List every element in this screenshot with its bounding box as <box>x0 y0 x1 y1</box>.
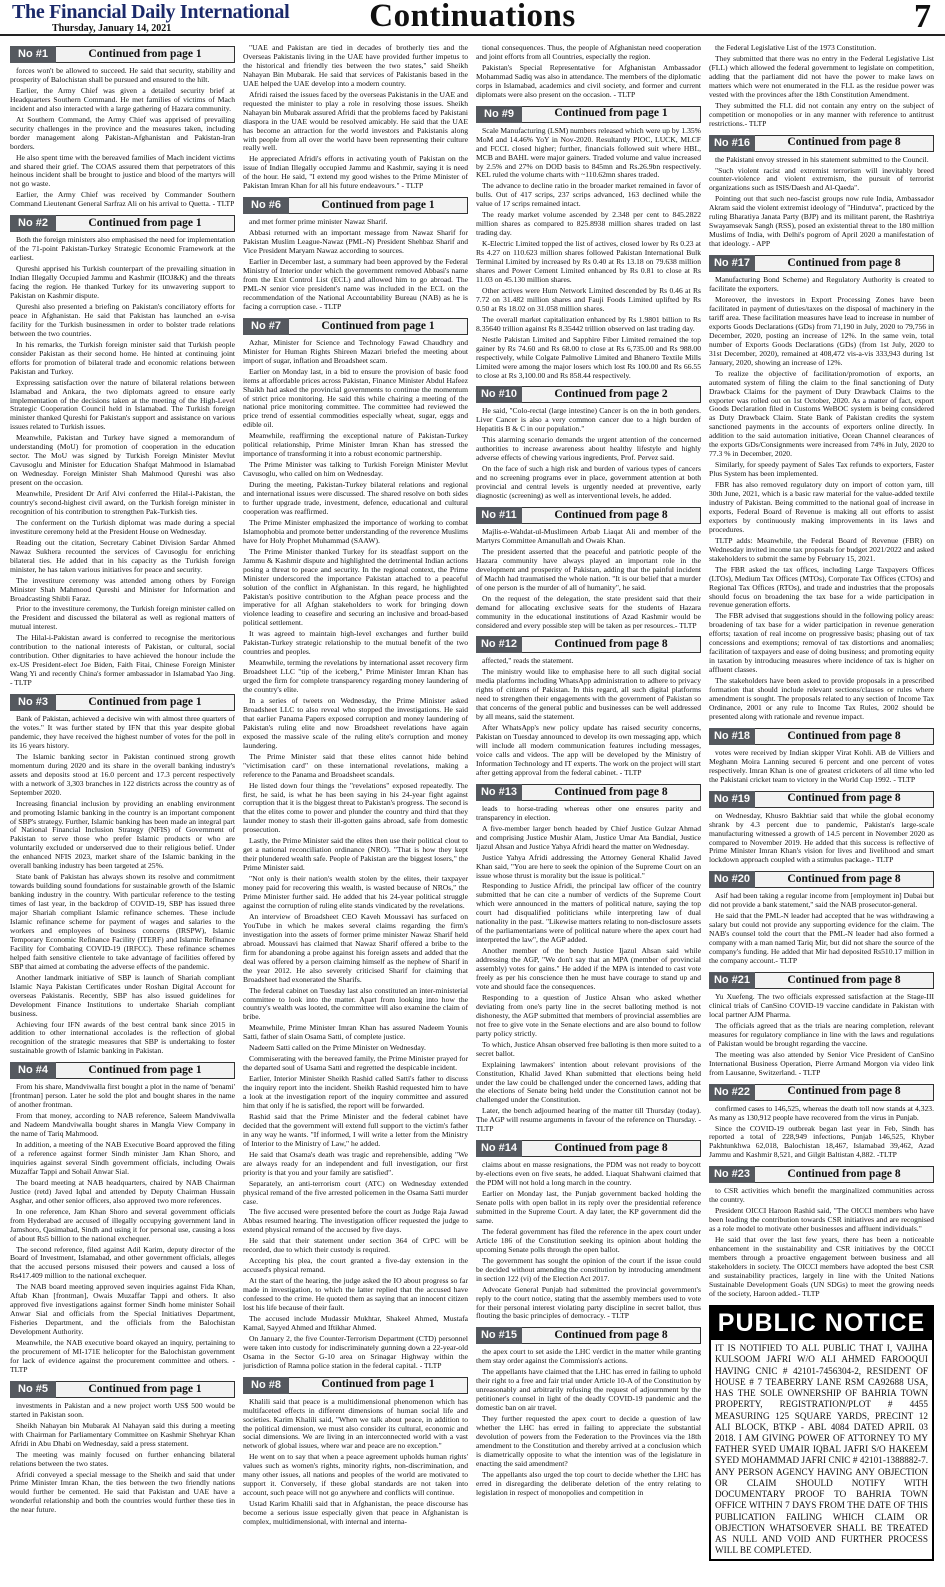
paragraph: President OICCI Haroon Rashid said, "The OICCI members who have been leading the contribution towards CSR initiatives and are recognised as a role model to motivate other businesses and affluent individuals." <box>709 1206 934 1234</box>
paragraph: The NAB board meeting approved seven inquiries against Fida Khan, Aftab Khan [frontman], Owais Muzaffar Tappi and others. It also approved five investigations against former Sindh home minister Sohail Anwar Sial and officials from the Special Initiatives Department, Fisheries Department, and the officials from the Balochistan Development Authority. <box>10 1282 235 1337</box>
continued-label: Continued from page 8 <box>522 1140 701 1157</box>
paragraph: The five accused were presented before the court as Judge Raja Jawad Abbas resumed hearing. The investigation officer requested the judge to extend physical remand of the accused by five days. <box>243 1207 468 1235</box>
continued-label: Continued from page 8 <box>755 1084 934 1101</box>
paragraph: The ministry would like to emphasise here to all such digital social media platforms including WhatsApp administration to adhere to privacy rights of citizens of Pakistan. In this regard, all such digital platforms need to strengthen their engagements with the government of Pakistan so that concerns of the general public and businesses can be well addressed by all means, said the statement. <box>476 667 701 722</box>
paragraph: They submitted that there was no entry in the Federal Legislative List (FLL) which allowed the federal government to legislate on competition, adding that the parliament did not have the power to make laws on matters which were not enumerated in the FLL as the residue power was vested with the provinces after the 18th Constitution Amendment. <box>709 53 934 99</box>
paragraph: The Hilal-i-Pakistan award is conferred to recognise the meritorious contribution to the national interests of Pakistan, or cultural, social contribution. Other dignitaries to have achieved the honour include the ex-US President-elect Joe Biden, Faith Fitai, Chinese Foreign Minister Wang Yi and recently China's former ambassador in Islamabad Yao Jing. - TLTP <box>10 633 235 688</box>
story-number: No #11 <box>476 507 522 524</box>
paragraph: The stakeholders have been asked to provide proposals in a prescribed formation that should include relevant sections/clauses or rules where amendment is sought. The proposals related to any section of Income Tax Ordinance, 2001 or any rule to Income Tax Rules, 2002 should be presented along with rationale and revenue impact. <box>709 676 934 721</box>
continuation-header <box>709 972 934 989</box>
continuation-header <box>10 1381 235 1398</box>
story-number: No #20 <box>709 871 755 888</box>
story <box>709 871 934 966</box>
paragraph: The federal government has filed the reference in the apex court under Article 186 of the Constitution seeking its opinion about holding the upcoming Senate polls through the open ballot. <box>476 1226 701 1254</box>
continuation-header <box>709 728 934 745</box>
paragraph: During the meeting, Pakistan-Turkey bilateral relations and regional and international issues were discussed. The shared resolve on both sides to further upgrade trade, investment, defence, educational and cultural cooperation was reaffirmed. <box>243 480 468 516</box>
paragraph: Pointing out that such neo-fascist groups now rule India, Ambassador Akram said the violent extremist ideology of "Hindutva", practiced by the ruling Bharatiya Janata Party (BJP) and its militant parent, the Rashtriya Swayamsevak Sangh (RSS), posed an existential threat to the 180 million Muslims of India, with Delhi's pogrom of April 2020 a manifestation of that ideology. - APP <box>709 194 934 249</box>
story-number: No #14 <box>476 1140 522 1157</box>
paragraph: The ready market volume ascended by 2.348 per cent to 845.2822 million shares as compared to 825.8938 million shares traded on last trading day. <box>476 210 701 238</box>
paragraph: investments in Pakistan and a new project worth US$ 500 would be started in Pakistan soon. <box>10 1400 235 1419</box>
story <box>243 1377 468 1527</box>
continuation-header <box>243 318 468 335</box>
paragraph: Manufacturing Bond Scheme) and Regulatory Authority is created to facilitate the exporters. <box>709 275 934 294</box>
paragraph: Separately, an anti-terrorism court (ATC) on Wednesday extended physical remand of the five arrested policemen in the Osama Satti murder case. <box>243 1178 468 1206</box>
continuation-header <box>709 135 934 152</box>
paragraph: Meanwhile, terming the revelations by international asset recovery firm Broadsheet LLC "tip of the iceberg," Prime Minister Imran Khan has urged the firm for complete transparency regarding money laundering of the country's elite. <box>243 658 468 695</box>
publication-date: Thursday, January 14, 2021 <box>52 23 172 34</box>
column-2 <box>243 44 468 1580</box>
story-number: No #16 <box>709 135 755 152</box>
paragraph: Asif had been taking a regular income from [employment in] Dubai but did not provide a bank statement," said the NAB prosecutor-general. <box>709 891 934 910</box>
paragraph: To which, Justice Ahsan observed free balloting is then more suited to a secret ballot. <box>476 1039 701 1058</box>
paragraph: On the request of the delegation, the state president said that their demand for allocating exclusive seats for the students of Hazara community in the educational institutions of Azad Kashmir would be considered and every possible step will be taken as per resources.- TLTP <box>476 593 701 630</box>
paragraph: At Southern Command, the Army Chief was apprised of prevailing security challenges in the province and the measures taken, including border management along Pakistan-Afghanistan and Pakistan-Iran borders. <box>10 114 235 151</box>
paragraph: The federal cabinet on Tuesday last also constituted an inter-ministerial committee to look into the matter. Apart from looking into how the country's wealth was looted, the committee will also examine the claim of bribe. <box>243 985 468 1022</box>
paragraph: From his share, Mandviwalla first bought a plot in the name of 'benami' [frontman] person. Later he sold the plot and bought shares in the name of another frontman. <box>10 1082 235 1110</box>
continued-label: Continued from page 1 <box>56 1062 235 1079</box>
paragraph: Nadeem Satti called on the Prime Minister on Wednesday. <box>249 1043 426 1053</box>
continued-label: Continued from page 8 <box>522 784 701 801</box>
section-title: Continuations <box>369 0 576 34</box>
paragraph: Prior to the investiture ceremony, the Turkish foreign minister called on the President and discussed the bilateral as well as regional matters of mutual interest. <box>10 604 235 632</box>
story-number: No #2 <box>10 215 56 232</box>
continued-label: Continued from page 1 <box>289 197 468 214</box>
continued-label: Continued from page 1 <box>522 106 701 123</box>
paragraph: Explaining lawmakers' intention about relevant provisions of the Constitution, Khalid Javed Khan submitted that elections being held under the law could be challenged under the concerned laws, adding that the elections of Senate being held under the Constitution cannot not be challenged under the Constitution. <box>476 1059 701 1105</box>
paragraph: Earlier, Interior Minister Sheikh Rashid called Satti's father to discuss the inquiry report into the incident. Sheikh Rashid requested him to have a look at the investigation report of the inquiry committee and assured him that only if he is satisfied, the report will be forwarded. <box>243 1074 468 1110</box>
paragraph: In one reference, Jam Khan Shoro and several government officials from Hyderabad are accused of illegally occupying government land in Jamshoro, Qasimabad, Sindh and using it for personal use, causing a loss of about Rs5 billion to the national exchequer. <box>10 1206 235 1243</box>
story <box>709 1166 934 1298</box>
story-number: No #13 <box>476 784 522 801</box>
continuation-header <box>10 1062 235 1079</box>
continued-label: Continued from page 8 <box>755 972 934 989</box>
column-4 <box>709 44 934 1580</box>
story <box>243 44 468 191</box>
continuation-header <box>476 386 701 403</box>
paragraph: He said, "Colo-rectal (large intestine) Cancer is on the in both genders. Liver Cancer is also a very common cancer due to a high burden of Hepatitis B & C in our population." <box>476 406 701 434</box>
story <box>476 386 701 501</box>
continued-label: Continued from page 1 <box>289 318 468 335</box>
paragraph: In his remarks, the Turkish foreign minister said that Turkish people consider Pakistan as their second home. He hinted at continuing joint efforts for promotion of bilateral trade and economic relations between Pakistan and Turkey. <box>10 339 235 376</box>
paragraph: Justice Yahya Afridi addressing the Attorney General Khalid Javed Khan said, "You are here to seek the opinion of the Supreme Court on an issue whose thrust is morality but the issue is political." <box>476 852 701 880</box>
paragraph: The president asserted that the peaceful and patriotic people of the Hazara community have always played an important role in the development and prosperity of Pakistan, adding that the painful incident of Machh had traumatised the whole nation. "It is our belief that a murder of one person is the murder of all of humanity", he said. <box>476 546 701 592</box>
paragraph: Advocate General Punjab had submitted the provincial government's reply to the court notice, stating that the assembly members used to vote for their personal interest violating party discipline in secret ballot, thus flouting the basic principles of democracy. - TLTP <box>476 1284 701 1321</box>
story-number: No #19 <box>709 791 755 808</box>
paragraph: the apex court to set aside the LHC verdict in the matter while granting them stay order against the Commission's actions. <box>476 1347 701 1366</box>
paragraph: The second reference, filed against Adil Karim, deputy director of the Board of Investment, Islamabad, and other government officials, alleges that the accused persons misused their powers and caused a loss of Rs417.409 million to the national exchequer. <box>10 1244 235 1281</box>
paragraph: Qureshi also presented a briefing on Pakistan's conciliatory efforts for peace in Afghanistan. He said that Pakistan has launched an e-visa facility for the Turkish businessmen in order to bolster trade relations between the two countries. <box>10 301 235 338</box>
paragraph: Bank of Pakistan, achieved a decisive win with almost three quarters of the votes." It was further stated by IFN that this year despite global pandemic, they have received the highest number of votes for the poll in its 16 years history. <box>10 714 235 750</box>
story-number: No #17 <box>709 255 755 272</box>
public-notice-title: PUBLIC NOTICE <box>711 1307 932 1341</box>
continuation-header <box>709 1084 934 1101</box>
story-number: No #21 <box>709 972 755 989</box>
page-number: 7 <box>914 0 931 35</box>
continuation-header <box>476 1140 701 1157</box>
masthead <box>0 0 945 36</box>
story <box>10 694 235 1056</box>
paragraph: This alarming scenario demands the urgent attention of the concerned authorities to increase awareness about healthy lifestyle and highly adverse effects of chewing various ingredients, Prof. Pervez said. <box>476 435 701 463</box>
paragraph: Yu Xuefeng. The two officials expressed satisfaction at the Stage-III clinical trials of CanSino COVID-19 vaccine candidate in Pakistan with local partner AJM Pharma. <box>709 992 934 1019</box>
story-number: No #18 <box>709 728 755 745</box>
story <box>709 728 934 785</box>
paragraph: An interview of Broadsheet CEO Kaveh Moussavi has surfaced on YouTube in which he makes several claims regarding the firm's investigation into the assets of former prime minister Nawaz Sharif held abroad. Moussavi has claimed that Nawaz Sharif offered a bribe to the firm for abandoning a probe against his foreign assets and added that the deal was offered by a person claiming himself as the nephew of Sharif in the year 2012. He also severely criticised Sharif for claiming that Broadsheet had exonerated the Sharifs. <box>243 911 468 984</box>
paragraph: Afridi conveyed a special message to the Sheikh and said that under Prime Minister Imran Khan, the ties between the two friendly nations would further be cemented. He said that Pakistan and UAE have a wonderful relationship and both the countries would further these ties in the near future. <box>10 1469 235 1515</box>
continuation-header <box>709 255 934 272</box>
story <box>476 106 701 381</box>
paragraph: Meanwhile, President Dr Arif Alvi conferred the Hilal-i-Pakistan, the country's second-highest civil award, on the Turkish foreign minister in recognition of his contribution to strengthen Pak-Turkish ties. <box>10 489 235 516</box>
paragraph: He appreciated Afridi's efforts in activating youth of Pakistan on the issue of Indian Illegally occupied Jammu and Kashmir, saying it is need of the hour. He said, "I extend my good wishes to the Prime Minister of Pakistan Imran Khan for all his future endeavours." - TLTP <box>243 154 468 191</box>
paragraph: and met former prime minister Nawaz Sharif. <box>249 217 388 227</box>
paragraph: Other actives were Hum Network Limited descended by Rs 0.46 at Rs 7.72 on 31.482 million shares and Fauji Foods Limited uplifted by Rs 0.50 at Rs 18.02 on 31.058 million shares. <box>476 285 701 313</box>
public-notice-body: IT IS NOTIFIED TO ALL PUBLIC THAT I, VAJIHA KULSOOM JAFRI W/O ALI AHMED FAROOQUI HAVING CNIC # 42101-7456304-2, RESIDENT OF HOUSE # 7 TEABERRY LANE RSM CA92688 USA, HAS THE SOLE OWNERSHIP OF BAHRIA TOWN PROPERTY, REGISTRATION/PLOT # 4455 MEASURING 125 SQUARE YARDS, PRECINT 12 ALI BLOCK, BTKP - ABL 4084 DATED APRIL 03 2018. I AM GIVING POWER OF ATTORNEY TO MY FATHER SYED UMAIR IQBAL JAFRI S/O HAKEEM SYED MOHAMMAD JAFRI CNIC # 42101-1388882-7. ANY PERSON AGENCY HAVING ANY OBJECTION OR CLAIM SHOULD NOTIFY WITH DOCUMENTARY PROOF TO BAHRIA TOWN OFFICE WITHIN 7 DAYS FROM THE DATE OF THIS PUBLICATION FAILING WHICH CLAIM OR OBJECTION WHATSOEVER SHALL BE TREATED AS NULL AND VOID AND FURTHER PROCESS WILL BE COMPLETED. <box>715 1343 928 1556</box>
paragraph: Commiserating with the bereaved family, the Prime Minister prayed for the departed soul of Usama Satti and regretted the despicable incident. <box>243 1054 468 1073</box>
paragraph: Meanwhile, the NAB executive board okayed an inquiry, pertaining to the procurement of MI-171E helicopter for the Balochistan government for lack of evidence against the procurement committee and others. - TLTP <box>10 1338 235 1374</box>
continuation-header <box>476 106 701 123</box>
continuation-header <box>476 784 701 801</box>
paragraph: The Prime Minister thanked Turkey for its steadfast support on the Jammu & Kashmir dispute and highlighted the detrimental Indian actions posing a threat to peace and security. In the regional context, the Prime Minister underscored the importance Pakistan attached to a peaceful solution of the conflict in Afghanistan. In this regard, he highlighted Pakistan's positive contribution to the Afghan peace process and the imperative for all Afghan stakeholders to work for bringing down violence leading to ceasefire and securing an inclusive and broad-based political settlement. <box>243 546 468 628</box>
story <box>476 1140 701 1321</box>
continued-label: Continued from page 8 <box>522 636 701 653</box>
story-number: No #10 <box>476 386 522 403</box>
story-number: No #15 <box>476 1327 522 1344</box>
paragraph: Meanwhile, Pakistan and Turkey have signed a memorandum of understanding (MoU) for promotion of cooperation in the education sector. The MoU was signed by Turkish Foreign Minister Mevlut Cavusoglu and Minister for Education Shafqat Mahmood in Islamabad on Wednesday. Foreign Minister Shah Mahmood Qureshi was also present on the occasion. <box>10 433 235 488</box>
paragraph: Responding to Justice Afridi, the principal law officer of the country submitted that he can cite a number of verdicts of the Supreme Court which were announced in the matters of political nature, saying the top court had disqualified politicians while interpreting law of dual nationality in the past. "Likewise matters relating to non-disclosure assets of the parliamentarians were of political nature where the apex court had interpreted the law", the AGP added. <box>476 881 701 945</box>
story-number: No #3 <box>10 694 56 711</box>
paragraph: Qureshi apprised his Turkish counterpart of the prevailing situation in Indian Illegally Occupied Jammu and Kashmir (IIOJ&K) and the threats facing the region. He thanked Turkey for its unwavering support to Pakistan on Kashmir dispute. <box>10 264 235 301</box>
continued-label: Continued from page 8 <box>755 1166 934 1183</box>
paragraph: The FBR asked the tax offices, including Large Taxpayers Offices (LTOs), Medium Tax Offices (MTOs), Corporate Tax Offices (CTOs) and Regional Tax Offices (RTOs), and trade and industries that the proposals should focus on broadening the tax base for a wide participation in revenue generation efforts. <box>709 564 934 610</box>
story-number: No #5 <box>10 1381 56 1398</box>
paragraph: Ustad Karim Khalili said that in Afghanistan, the peace discourse has become a serious issue especially given that peace in Afghanistan is complex, multidimensional, with internal and interna- <box>243 1499 468 1527</box>
paragraph: He listed down four things the "revelations" exposed repeatedly. The first, he said, is what he has been saying in his 24-year fight against corruption that it is the biggest threat to Pakistan's progress. The second is that the elites come to power and plunder the country and third that they launder money to stash their ill-gotten gains abroad, safe from domestic prosecution. <box>243 780 468 835</box>
paragraph: Accepting his plea, the court granted a five-day extension in the accused's physical remand. <box>243 1256 468 1275</box>
continuation-header <box>10 215 235 232</box>
story-number: No #9 <box>476 106 522 123</box>
paragraph: Earlier, the Army Chief was given a detailed security brief at Headquarters Southern Command. He met families of victims of Mach incident and also interacted with a large gathering of Hazara community. <box>10 85 235 113</box>
story <box>709 44 934 129</box>
paragraph: He said that the PML-N leader had accepted that he was withdrawing a salary but could not provide any supporting evidence for the claim. The NAB's counsel told the court that the PML-N leader had also formed a company with a man named Tariq Mir, but did not share the source of the company's funding. He added that Mir had deposited Rs510.17 million in the company account.- TLTP <box>709 911 934 966</box>
paragraph: The advance to decline ratio in the broader market remained in favor of bulls. Out of 417 scrips, 237 scrips advanced, 163 declined while the value of 17 scrips remained intact. <box>476 181 701 209</box>
continued-label: Continued from page 8 <box>755 728 934 745</box>
paragraph: Nestle Pakistan Limited and Sapphire Fiber Limited remained the top gainer by Rs 74.60 and Rs 68.00 to close at Rs 6,735.00 and Rs 988.00 respectively, while Colgate Palmolive Limited and Bhanero Textile Mills Limited were among the major losers which lost Rs 100.00 and Rs 66.55 to close at Rs 3,100.00 and Rs 858.44 respectively. <box>476 334 701 380</box>
paragraph: claims about en masse resignations, the PDM was not ready to boycott by-elections even on five seats, he added. Liaquat Shahwani claimed that the PDM will not hold a long march in the country. <box>476 1160 701 1188</box>
story <box>10 46 235 209</box>
continuation-header <box>10 46 235 63</box>
paragraph: Reading out the citation, Secretary Cabinet Division Sardar Ahmed Nawaz Sukhera recounted the services of Cavusoglu for enriching bilateral ties. He added that in his capacity as the Turkish foreign minister, he has taken various initiatives for peace and security. <box>10 537 235 574</box>
story <box>709 791 934 866</box>
paragraph: The Prime Minister emphasized the importance of working to combat Islamophobia and promote better understanding of the reverence Muslims have for Holy Prophet Muhammad (SAAW). <box>243 517 468 545</box>
paragraph: Another member of the bench Justice Ijazul Ahsan said while addressing the AGP, "We don't say that an MPA (member of provincial assembly) votes for gains." He added if the MPA is intended to cast vote freely as per his conscience then he must have courage to stand up and vote and should face the consequences. <box>476 946 701 991</box>
paragraph: He said that their statement under section 364 of CrPC will be recorded, due to which their custody is required. <box>243 1236 468 1255</box>
story <box>10 215 235 688</box>
paragraph: The board meeting at NAB headquarters, chaired by NAB Chairman Justice (retd) Javed Iqbal and attended by Deputy Chairman Hussain Asghar, and other senior officers, also approved two more references. <box>10 1177 235 1205</box>
story <box>709 135 934 250</box>
paragraph: Since the COVID-19 outbreak began last year in Feb, Sindh has reported a total of 228,949 infections, Punjab 146,525, Khyber Pakhtunkhwa 62,018, Balochistan 18,467, Islamabad 39,462, Azad Jammu and Kashmir 8,521, and Gilgit Baltistan 4,882. -TLTP <box>709 1123 934 1160</box>
continued-label: Continued from page 1 <box>56 215 235 232</box>
paragraph: The FBR advised that suggestions should in the following policy areas: broadening of tax base for a wider participation in revenue generation efforts; taxation of real income on progressive basis; phasing out of tax concessions and exemptions; removal of tax distortions and anomalies; facilitation of taxpayers and ease of doing business; and promoting equity in taxation by introducing measures where incidence of tax is higher on affluent classes. <box>709 611 934 675</box>
paragraph: Increasing financial inclusion by providing an enabling environment and promoting Islamic banking in the country is an important component of SBP's strategy. Further, Islamic banking has been made an integral part of National Financial Inclusion Strategy (NFIS) of Government of Pakistan to serve those who prefer Islamic products or who are voluntarily excluded or underserved due to their religious belief. Under the enhanced NFIS 2023, market share of the Islamic banking in the overall banking industry has been targeted at 25%. <box>10 798 235 871</box>
paragraph: the Federal Legislative List of the 1973 Constitution. <box>715 44 877 52</box>
paragraph: The meeting was mainly focused on further enhancing bilateral relations between the two states. <box>10 1449 235 1468</box>
paragraph: FBR has also removed regulatory duty on import of cotton yarn, till 30th June, 2021, which is a basic raw material for the value-added textile industry of Pakistan. Being committed to the national goal of increase in exports, Federal Board of Revenue is making all out efforts to assist exporters by continuously making improvements in its laws and procedures. <box>709 480 934 534</box>
continued-label: Continued from page 8 <box>522 507 701 524</box>
paragraph: The accused include Mudassir Mukhtar, Shakeel Ahmed, Mustafa Kamal, Sayyed Ahmed and Iftikhar Ahmed. <box>243 1313 468 1332</box>
story <box>709 255 934 722</box>
paragraph: Sheikh Nahayan bin Mubarak Al Nahayan said this during a meeting with Chairman for Parliamentary Committee on Kashmir Shehryar Khan Afridi in Abu Dhabi on Wednesday, said a press statement. <box>10 1420 235 1448</box>
continued-label: Continued from page 1 <box>289 1377 468 1394</box>
continuation-header <box>709 791 934 808</box>
paragraph: They further requested the apex court to decide a question of law whether the LHC has erred in failing to appreciate the substantial devolution of powers from the Federation to the Provinces via the 18th amendment to the Constitution and thereby arrived at a conclusion which is diametrically opposite to what the intention was of the legislature in enacting the said amendment? <box>476 1414 701 1468</box>
paragraph: The Islamic banking sector in Pakistan continued strong growth momentum during 2020 and its share in the overall banking industry's assets and deposits stood at 16.0 percent and 17.3 percent respectively with a network of 3,303 branches in 122 districts across the country as of September 2020. <box>10 751 235 797</box>
paragraph: From that money, according to NAB reference, Saleem Mandviwalla and Nadeem Mandviwalla bought shares in Mangla View Company in the name of Tariq Mahmood. <box>10 1111 235 1139</box>
paragraph: to CSR activities which benefit the marginalized communities across the country. <box>709 1186 934 1205</box>
story-number: No #23 <box>709 1166 755 1183</box>
paragraph: Scale Manufacturing (LSM) numbers released which were up by 1.35% MoM and 14.46% YoY in Nov-2020. Resultantly PIOC, LUCK, MLCF and FCCL closed higher; further, financials followed suit where HBL, MCB and BAHL were major gainers. Traded volume and value increased by 2.5% and 27% on DOD basis to 845mn and Rs.26.9bn respectively. KEL ruled the volume charts with ~110.62mn shares traded. <box>476 125 701 180</box>
paragraph: Later, the bench adjourned hearing of the matter till Thursday (today). The AGP will resume arguments in favour of the reference on Thursday. - TLTP <box>476 1106 701 1134</box>
continuation-header <box>476 1327 701 1344</box>
paragraph: The Prime Minister said that these elites cannot hide behind "victimisation card" on these international revelations, making a reference to the Panama and Broadsheet scandals. <box>243 751 468 779</box>
paragraph: Both the foreign ministers also emphasised the need for implementation of the 71-point Pakistan-Turkey Strategic Economic Framework at the earliest. <box>10 235 235 263</box>
paragraph: Pakistan's Special Representative for Afghanistan Ambassador Mohammad Sadiq was also in attendance. The members of the diplomatic corps in Islamabad, academics and civil society, and former and current diplomats were also present on the occasion. - TLTP <box>476 62 701 99</box>
paragraph: In addition, a meeting of the NAB Executive Board approved the filing of a reference against former Sindh minister Jam Khan Shoro, and inquiries against several Sindh government officials, including Owais Muzaffar Tappi and Sohail Anwar Sial. <box>10 1140 235 1176</box>
paragraph: Another landmark initiative of SBP is launch of Shariah compliant Islamic Naya Pakistan Certificates under Roshan Digital Account for overseas Pakistanis. Recently, SBP has also issued guidelines for Development Finance Institutions to undertake Shariah compliant business. <box>10 972 235 1018</box>
story-number: No #6 <box>243 197 289 214</box>
paragraph: The officials agreed that as the trials are nearing completion, relevant measures for regulatory compliance in line with the laws and regulations of Pakistan would be brought regarding the vaccine. <box>709 1020 934 1048</box>
paragraph: The appellants also urged the top court to decide whether the LHC has erred in disregarding the deliberate deletion of the entry relating to legislation in respect of monopolies and competition in <box>476 1469 701 1497</box>
paragraph: He also spent time with the bereaved families of Mach incident victims and shared their grief. The COAS assured them that perpetrators of this heinous incident shall be brought to justice and blood of the martyrs will not go waste. <box>10 152 235 189</box>
paragraph: He went on to say that when a peace agreement upholds human rights' values such as women's rights, minority rights, non-discrimination, and many other issues, all nations and peoples of the world are motivated to support it. Conversely, if these global standards are not taken into account, such peace will not go anywhere and conflicts will continue. <box>243 1452 468 1498</box>
paragraph: "Not only is their nation's wealth stolen by the elites, their taxpayer money paid for recovering this wealth, is wasted because of NROs," the Prime Minister further said. He added that his 24-year political struggle against the corruption of ruling elite stands vindicated by the revelations. <box>243 874 468 910</box>
paragraph: "UAE and Pakistan are tied in decades of brotherly ties and the Overseas Pakistanis living in the UAE have provided further impetus to the historical and friendly ties between the two states," said Sheikh Nahayan Bin Mubarak. He said that services of Pakistanis based in the UAE helped the UAE develop into a modern country. <box>243 44 468 88</box>
continuation-header <box>709 871 934 888</box>
continued-label: Continued from page 8 <box>755 255 934 272</box>
paragraph: On the face of such a high risk and burden of various types of cancers and no screening programs ever in place, government attention at both provincial and central levels is urgently needed at preventive, early diagnostic (screening) as well as interventional levels, he added. <box>476 464 701 501</box>
story <box>476 44 701 100</box>
paragraph: the Pakistani envoy stressed in his statement submitted to the Council. <box>715 154 929 164</box>
paragraph: Achieving four IFN awards of the best central bank since 2015 in addition to other international accolades is the reflection of global recognition of the strategic measures that SBP is undertaking to foster sustainable growth of Islamic banking in Pakistan. <box>10 1019 235 1056</box>
story-number: No #1 <box>10 46 56 63</box>
paragraph: forces won't be allowed to succeed. He said that security, stability and prosperity of Balochistan shall be pursued and ensured to the hilt. <box>10 66 235 84</box>
paragraph: State bank of Pakistan has always shown its resolve and commitment towards building sound foundations for sustainable growth of the Islamic banking industry in the country. With particular reference to the testing times of last year, in the backdrop of COVID-19, SBP has issued three major Shariah compliant Islamic refinance schemes. These include Islamic refinance scheme for payment of wages and salaries to the workers and employees of business concerns (IRSPW), Islamic Temporary Economic Refinance Facility (ITERF) and Islamic Refinance Facility for Combating COVID-19 (IRFCC). These refinance schemes helped faith sensitive clientele to take advantage of facilities offered by SBP that aimed at combating the adverse effects of the pandemic. <box>10 872 235 971</box>
continued-label: Continued from page 1 <box>56 694 235 711</box>
paragraph: The meeting was also attended by Senior Vice President of CanSino International Business Operation, Pierre Armand Morgon via video link from Lausanne, Switzerland. - TLTP <box>709 1049 934 1077</box>
paragraph: It was agreed to maintain high-level exchanges and further build Pakistan-Turkey strategic relationship to the mutual benefit of the two countries and peoples. <box>243 629 468 657</box>
public-notice <box>709 1305 934 1562</box>
paragraph: Afridi raised the issues faced by the overseas Pakistanis in the UAE and requested the minister to play a role in resolving those issues. Sheikh Nahayan bin Mubarak assured Afridi that the problems faced by Pakistani diaspora in the UAE would be resolved amicably. He said that the UAE has become an attraction for the world investors and Pakistanis along with people from all over the world have been representing their culture really well. <box>243 89 468 153</box>
paragraph: He said that Osama's death was tragic and reprehensible, adding "We are always ready for an independent and full investigation, our first priority is that you and your family are satisfied". <box>243 1149 468 1177</box>
column-3 <box>476 44 701 1580</box>
paragraph: Azhar, Minister for Science and Technology Fawad Chaudhry and Minister for Human Rights Shireen Mazari briefed the meeting about import of sugar, inflation and Broadsheet scam. <box>243 337 468 365</box>
continued-label: Continued from page 1 <box>56 1381 235 1398</box>
paragraph: The appellants have claimed that the LHC has erred in failing to uphold their right to a free and fair trial under Article 10-A of the Constitution by unreasonably and arbitrarily refusing the request of adjournment by the petitioner's counsel in light of the deadly COVID-19 pandemic and the domestic ban on air travel. <box>476 1367 701 1413</box>
story <box>709 972 934 1078</box>
paragraph: Rashid said that the Prime Minister and the federal cabinet have decided that the government will extend full support to the victim's father in any way he wants. "If informed, I will write a letter from the Ministry of Interior to the Ministry of Law," he added. <box>243 1111 468 1148</box>
paragraph: He said that over the last few years, there has been a noticeable enhancement in the sustainability and CSR initiatives by the OICCI members through a proactive engagement between business and all stakeholders in society. The OICCI members have adopted the best CSR and sustainability practices, largely in line with the United Nations Sustainable Development Goals (UN SDGs) to meet the growing needs of the society, Haroon added.- TLTP <box>709 1235 934 1298</box>
continued-label: Continued from page 2 <box>522 386 701 403</box>
newspaper-name: The Financial Daily International <box>12 1 290 23</box>
story <box>709 1084 934 1161</box>
paragraph: Lastly, the Prime Minister said the elites then use their political clout to get a national reconciliation ordinance (NRO). "That is how they kept their plundered wealth safe. People of Pakistan are the biggest losers," the Prime Minister said. <box>243 836 468 873</box>
paragraph: Expressing satisfaction over the nature of bilateral relations between Islamabad and Ankara, the two diplomats agreed to ensure early implementation of the decisions taken at the meeting of the High-Level Strategic Cooperation Council held in Islamabad. The Turkish foreign minister thanked Qureshi for Pakistan's support and assistance on various issues related to Turkish issues. <box>10 377 235 432</box>
continuation-header <box>709 1166 934 1183</box>
paragraph: Responding to a question of Justice Ahsan who asked whether deviating from one's party line in the secret balloting method is not dishonesty, the AGP submitted that members of provincial assemblies are not free to give vote in the Senate elections and are also bound to follow party policy strictly. <box>476 992 701 1038</box>
story-number: No #8 <box>243 1377 289 1394</box>
story <box>243 318 468 1371</box>
paragraph: tional consequences. Thus, the people of Afghanistan need cooperation and joint efforts from all Countries, especially the region. <box>476 44 701 61</box>
columns <box>10 44 936 1580</box>
story <box>243 197 468 312</box>
paragraph: The conferment on the Turkish diplomat was made during a special investiture ceremony held at the President House on Wednesday. <box>10 517 235 536</box>
story <box>10 1381 235 1515</box>
story-number: No #22 <box>709 1084 755 1101</box>
paragraph: Majlis-e-Wahdat-ul-Muslimeen Arbab Liaqat Ali and member of the Martyrs Committee Amanullah and Owais Khan. <box>476 526 701 545</box>
paragraph: K-Electric Limited topped the list of actives, closed lower by Rs 0.23 at Rs 4.27 on 110.623 million shares followed Pakistan International Bulk Terminal Limited by increased by Rs 0.40 at Rs 13.18 on 79.638 million shares and Power Cement Limited enhanced by Rs 0.81 to close at Rs 11.03 on 45.130 million shares. <box>476 239 701 284</box>
story-number: No #12 <box>476 636 522 653</box>
paragraph: The government has sought the opinion of the court if the issue could be decided without amending the constitution by introducing amendment in section 122 (vi) of the Election Act 2017. <box>476 1255 701 1283</box>
paragraph: They submitted the FLL did not contain any entry on the subject of competition or monopolies or in any manner with reference to antitrust restrictions.- TLTP <box>709 100 934 128</box>
continuation-header <box>243 1377 468 1394</box>
story <box>476 507 701 630</box>
continued-label: Continued from page 8 <box>522 1327 701 1344</box>
continuation-header <box>243 197 468 214</box>
paragraph: In a series of tweets on Wednesday, the Prime Minister asked Broadsheet LLC to also reveal who stopped the investigations. He said that earlier Panama Papers exposed corruption and money laundering of Pakistan's ruling elite and now Broadsheet revelations have again exposed the massive scale of the ruling elite's corruption and money laundering. <box>243 696 468 750</box>
paragraph: The overall market capitalization enhanced by Rs 1.9801 billion to Rs 8.35640 trillion against Rs 8.35442 trillion observed on last trading day. <box>476 314 701 333</box>
paragraph: "Such violent racist and extremist terrorism will inevitably breed counter-violence and violent extremism, the pursuit of terrorist organizations such as ISIS/Daesh and Al-Qaeda". <box>709 165 934 193</box>
continued-label: Continued from page 8 <box>755 135 934 152</box>
paragraph: Abbasi returned with an important message from Nawaz Sharif for Pakistan Muslim League-Nawaz (PML-N) President Shehbaz Sharif and Vice President Maryam Nawaz according to sources. <box>243 228 468 256</box>
story <box>10 1062 235 1375</box>
paragraph: confirmed cases to 146,525, whereas the death toll now stands at 4,323. As many as 130,912 people have recovered from the virus in Punjab. <box>709 1103 934 1122</box>
paragraph: Similarly, for speedy payment of Sales Tax refunds to exporters, Faster Plus System has been implemented. <box>709 460 934 479</box>
paragraph: The Prime Minister was talking to Turkish Foreign Minister Mevlut Cavusoglu, who called on him on Wednesday. <box>243 460 468 479</box>
paragraph: On January 2, the five Counter-Terrorism Department (CTD) personnel were taken into custody for indiscriminately gunning down a 22-year-old Osama in the Sector G-10 area on Srinagar Highway within the jurisdiction of Ramna police station in the federal capital. - TLTP <box>243 1333 468 1370</box>
paragraph: TLTP adds: Meanwhile, the Federal Board of Revenue (FBR) on Wednesday invited income tax proposals for budget 2021/2022 and asked stakeholders to submit the same by February 15, 2021. <box>709 535 934 563</box>
paragraph: leads to horse-trading whereas other one ensures parity and transparency in election. <box>476 803 701 822</box>
paragraph: affected," reads the statement. <box>482 656 574 666</box>
paragraph: A five-member larger bench headed by Chief Justice Gulzar Ahmad and comprising Justice Mushir Alam, Justice Umar Ata Bandial, Justice Ijazul Ahsan and Justice Yahya Afridi heard the matter on Wednesday. <box>476 823 701 851</box>
continued-label: Continued from page 8 <box>755 791 934 808</box>
paragraph: After WhatsApp's new policy update has raised security concerns, Pakistan on Tuesday announced to develop its own messaging app, which will include all modern communication features including messages, voice calls and videos. The app will be developed by the Ministry of Information Technology and IT experts. The work on the project will start after getting approval from the federal cabinet. - TLTP <box>476 723 701 777</box>
column-4-stories <box>709 44 934 1299</box>
story-number: No #7 <box>243 318 289 335</box>
continued-label: Continued from page 1 <box>56 46 235 63</box>
continuation-header <box>476 636 701 653</box>
column-1 <box>10 44 235 1580</box>
paragraph: Meanwhile, Prime Minister Imran Khan has assured Nadeem Younis Satti, father of slain Osama Satti, of complete justice. <box>243 1023 468 1042</box>
paragraph: At the start of the hearing, the judge asked the IO about progress so far made in investigation, to which the latter replied that the accused have confessed to the crime. He quoted them as saying that an innocent citizen lost his life because of their fault. <box>243 1276 468 1312</box>
paragraph: The investiture ceremony was attended among others by Foreign Minister Shah Mahmood Qureshi and Minister for Information and Broadcasting Shibli Faraz. <box>10 575 235 603</box>
paragraph: votes were received by Indian skipper Virat Kohli. AB de Villiers and Meghann Moira Lanning secured 6 percent and one percent of votes respectively. Imran Khan is one of greatest cricketers of all time who led the Pakistani cricket team to victory in the World Cup 1992. - TLTP <box>709 747 934 784</box>
continued-label: Continued from page 8 <box>755 871 934 888</box>
paragraph: Meanwhile, reaffirming the exceptional nature of Pakistan-Turkey political relationship, Prime Minister Imran Khan has stressed the importance of transforming it into a robust economic partnership. <box>243 431 468 459</box>
paragraph: Earlier on Monday last, the Punjab government backed holding the Senate polls with open ballot in its reply over the presidential reference submitted in the Supreme Court. A day later, the KP government did the same. <box>476 1189 701 1225</box>
paragraph: on Wednesday, Khusro Bakhtiar said that while the global economy shrank by 4.3 percent due to pandemic, Pakistan's large-scale manufacturing witnessed a growth of 14.5 percent in November 2020 as compared to November 2019. He added that this success is reflective of Prime Minister Imran Khan's vision for lives and livelihood and smart lockdown approach coupled with a stimulus package.- TLTP <box>709 810 934 865</box>
story <box>476 636 701 777</box>
paragraph: Earlier in December last, a summary had been approved by the Federal Ministry of Interior under which the government removed Abbasi's name from the Exit Control List (ECL) and allowed him to go abroad. The PML-N senior vice president's name was included in the ECL on the recommendation of the National Accountability Bureau (NAB) as he is facing a corruption case. - TLTP <box>243 257 468 311</box>
paragraph: Khalili said that peace is a multidimensional phenomenon which has multifaceted effects in different dimensions of human social life and societies. Karim Khalili said, "When we talk about peace, in addition to the political dimension, we must also consider its cultural, economic and social dimensions. We are living in an interconnected world with a vast network of global issues, where war and peace are no exception." <box>243 1396 468 1451</box>
paragraph: Earlier on Monday last, in a bid to ensure the provision of basic food items at affordable prices across Pakistan, Finance Minister Abdul Hafeez Shaikh had asked the provincial governments to continue the momentum of strict price monitoring. He said this while chairing a meeting of the national price monitoring committee. The committee had reviewed the price trend of essential commodities especially wheat, sugar, eggs and edible oil. <box>243 366 468 430</box>
continuation-header <box>10 694 235 711</box>
story <box>476 1327 701 1497</box>
story <box>476 784 701 1134</box>
paragraph: Moreover, the investors in Export Processing Zones have been facilitated in payment of duties/taxes on the disposal of machinery in the tariff area. These facilitation measures have lead to increase in number of exports Goods Declarations (GDs) from 71,190 in July, 2020 to 79,756 in December, 2020, posting an increase of 12%. In the same vein, total number of Exports Goods Declarations (GDs) (from 1st July, 2020 to 31st December, 2020), remained at 408,472 vis-a-vis 333,943 during 1st January, 2020, showing an increase of 12%. <box>709 295 934 367</box>
paragraph: To realize the objective of facilitation/promotion of exports, an automated system of filing the claim to the final sanctioning of Duty Drawback Claims for the payment of Duty Drawback Claims to the exporter was rolled out on 1st October, 2020. As a matter of fact, export Goods Declaration filed in Customs WeBOC system is being considered as Duty Drawback Claim. State Bank of Pakistan credits the system sanctioned payments in the accounts of exporters online directly. In addition to the said automation initiative, Ocean Channel clearances of the exports GDs/Consignments were increased from 74% in July, 2020 to 77.3 % in December, 2020. <box>709 368 934 459</box>
paragraph: Earlier, the Army Chief was received by Commander Southern Command Lieutenant General Sarfraz Ali on his arrival to Quetta. - TLTP <box>10 190 235 209</box>
story-number: No #4 <box>10 1062 56 1079</box>
continuation-header <box>476 507 701 524</box>
